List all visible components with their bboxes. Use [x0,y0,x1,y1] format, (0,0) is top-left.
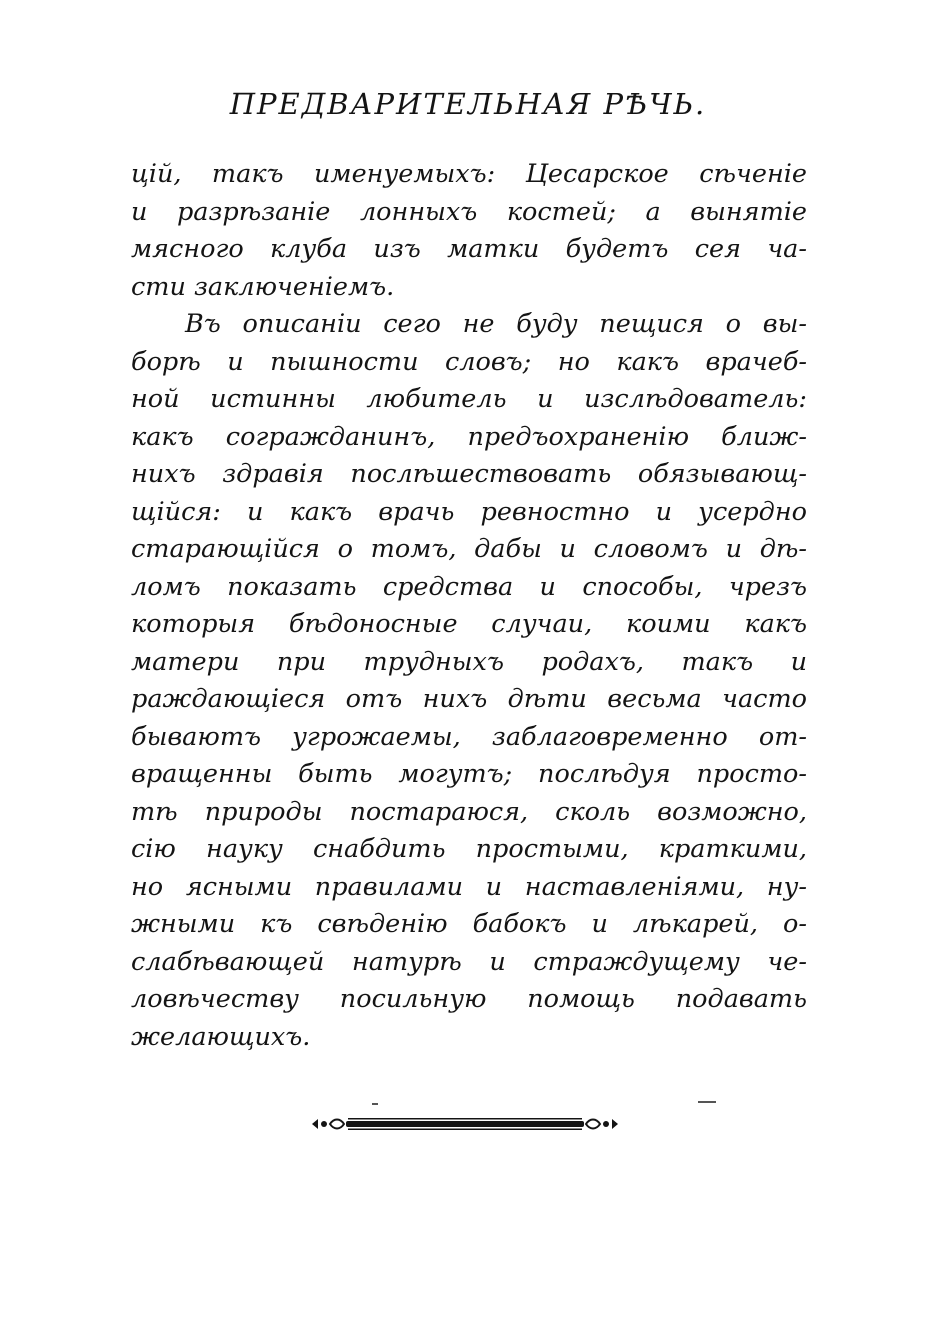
print-speck [698,1101,716,1103]
text-line: слабѣвающей натурѣ и страждущему че- [131,946,807,977]
ornamental-rule-icon [308,1112,622,1136]
text-line: но ясными правилами и наставленіями, ну- [131,871,807,902]
text-line: сію науку снабдить простыми, краткими, [131,834,807,864]
text-line: старающійся о томъ, дабы и словомъ и дѣ- [131,534,807,564]
text-line: щійся: и какъ врачь ревностно и усердно [131,496,807,527]
text-line: и разрѣзаніе лонныхъ костей; а вынятіе [131,196,807,227]
body-text [131,156,807,1056]
text-line: вращенны быть могутъ; послѣдуя просто- [131,759,807,789]
text-line: бываютъ угрожаемы, заблаговременно от- [131,721,807,752]
text-line: нихъ здравія послѣшествовать обязывающ- [131,459,807,489]
text-line: какъ согражданинъ, предъохраненію ближ- [131,421,807,452]
text-line: цій, такъ именуемыхъ: Цесарское сѣченіе [131,159,807,189]
running-head: ПРЕДВАРИТЕЛЬНАЯ РѢЧЬ. [229,87,707,121]
text-line: которыя бѣдоносные случаи, коими какъ [131,609,807,639]
text-line: мясного клуба изъ матки будетъ сея ча- [131,234,807,264]
text-line: раждающіеся отъ нихъ дѣти весьма часто [131,684,807,714]
text-line: ломъ показать средства и способы, чрезъ [131,571,807,602]
text-line: ной истинны любитель и изслѣдователь: [131,384,807,414]
print-speck [372,1103,378,1105]
text-line: желающихъ. [131,1021,311,1052]
text-line: борѣ и пышности словъ; но какъ врачеб- [131,346,807,377]
text-line: тѣ природы постараюся, сколь возможно, [131,796,807,827]
text-line: ловѣчеству посильную помощь подавать [131,984,807,1014]
text-line: сти заключеніемъ. [131,271,395,302]
text-line: Въ описаніи сего не буду пещися о вы- [185,309,807,339]
text-line: матери при трудныхъ родахъ, такъ и [131,646,807,677]
text-line: жными къ свѣденію бабокъ и лѣкарей, о- [131,909,807,939]
